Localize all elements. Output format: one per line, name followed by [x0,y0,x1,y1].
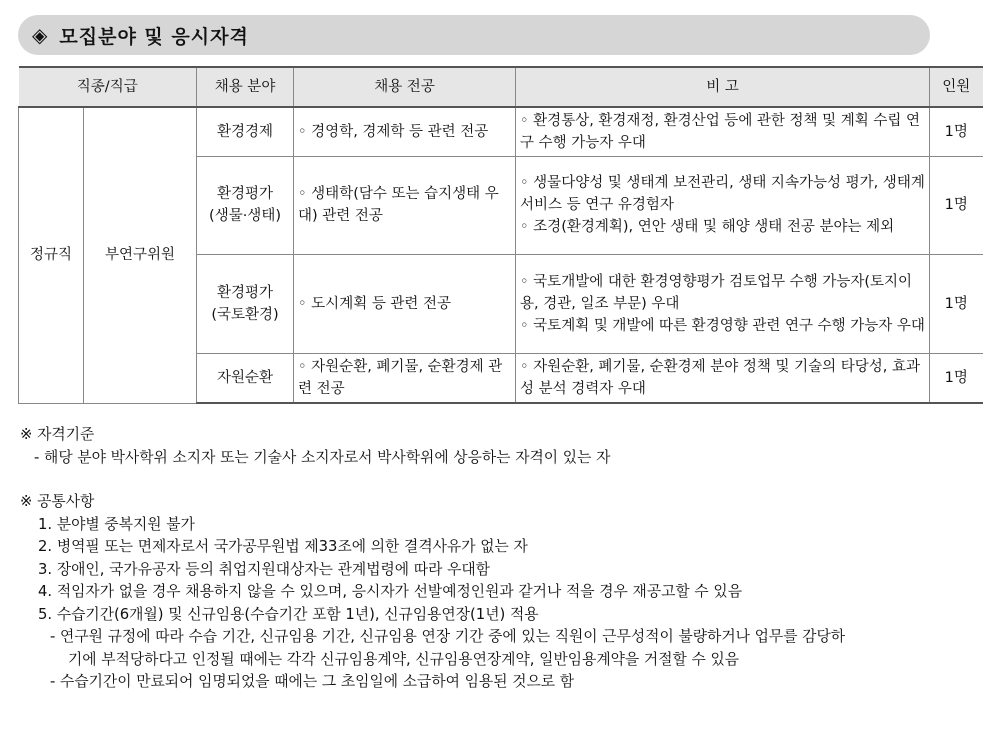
field-cell: 환경평가 (국토환경) [197,254,294,353]
common-heading: ※ 공통사항 [20,493,95,510]
notes-cell: ◦ 환경통상, 환경재정, 환경산업 등에 관한 정책 및 계획 수립 연구 수행 가능자 우대 [516,107,930,156]
recruitment-table [18,66,983,404]
common-item-3: 3. 장애인, 국가유공자 등의 취업지원대상자는 관계법령에 따라 우대함 [38,560,490,578]
major-cell: ◦ 자원순환, 폐기물, 순환경제 관련 전공 [294,353,516,403]
major-cell: ◦ 도시계획 등 관련 전공 [294,254,516,353]
major-cell: ◦ 생태학(담수 또는 습지생태 우대) 관련 전공 [294,156,516,254]
header-field: 채용 분야 [197,67,294,107]
common-item-4: 4. 적임자가 없을 경우 채용하지 않을 수 있으며, 응시자가 선발예정인원과 같거나 적을 경우 재공고할 수 있음 [38,583,743,600]
table-header-row [19,67,983,107]
common-item-5: 5. 수습기간(6개월) 및 신규임용(수습기간 포함 1년), 신규임용연장(1년) 적용 [38,605,539,623]
qualification-item: - 해당 분야 박사학위 소지자 또는 기술사 소지자로서 박사학위에 상응하는 자격이 있는 자 [34,448,611,466]
count-cell: 1명 [930,254,983,353]
diamond-icon: ◈ [32,23,48,47]
common-sub-item-2: - 수습기간이 만료되어 임명되었을 때에는 그 초임일에 소급하여 임용된 것으로 함 [50,673,575,690]
qualification-heading: ※ 자격기준 [20,426,95,443]
field-cell: 자원순환 [197,353,294,403]
header-count: 인원 [930,67,983,107]
section-title: 모집분야 및 응시자격 [59,25,249,48]
section-title-bar [18,15,930,55]
notes-cell: ◦ 국토개발에 대한 환경영향평가 검토업무 수행 가능자(토지이용, 경관, 일조 부문) 우대 ◦ 국토계획 및 개발에 따른 환경영향 관련 연구 수행 가능자 우대 [516,254,930,353]
common-sub-item-1: - 연구원 규정에 따라 수습 기간, 신규임용 기간, 신규임용 연장 기간 중에 있는 직원이 근무성적이 불량하거나 업무를 감당하 [50,628,846,645]
notes-cell: ◦ 자원순환, 폐기물, 순환경제 분야 정책 및 기술의 타당성, 효과성 분석 경력자 우대 [516,353,930,403]
count-cell: 1명 [930,156,983,254]
job-type-cell: 정규직 [19,107,84,403]
count-cell: 1명 [930,107,983,156]
common-item-1: 1. 분야별 중복지원 불가 [38,515,195,533]
major-cell: ◦ 경영학, 경제학 등 관련 전공 [294,107,516,156]
count-cell: 1명 [930,353,983,403]
common-item-2: 2. 병역필 또는 면제자로서 국가공무원법 제33조에 의한 결격사유가 없는 자 [38,538,528,555]
header-notes: 비 고 [516,67,930,107]
header-job-type: 직종/직급 [19,67,197,107]
table-row [19,107,983,156]
notes-cell: ◦ 생물다양성 및 생태계 보전관리, 생태 지속가능성 평가, 생태계 서비스 등 연구 유경험자 ◦ 조경(환경계획), 연안 생태 및 해양 생태 전공 분야는 제외 [516,156,930,254]
notes-section [20,424,995,694]
header-major: 채용 전공 [294,67,516,107]
field-cell: 환경평가 (생물·생태) [197,156,294,254]
field-cell: 환경경제 [197,107,294,156]
common-sub-item-1-cont: 기에 부적당하다고 인정될 때에는 각각 신규임용계약, 신규임용연장계약, 일반임용계약을 거절할 수 있음 [68,650,740,668]
job-grade-cell: 부연구위원 [84,107,197,403]
